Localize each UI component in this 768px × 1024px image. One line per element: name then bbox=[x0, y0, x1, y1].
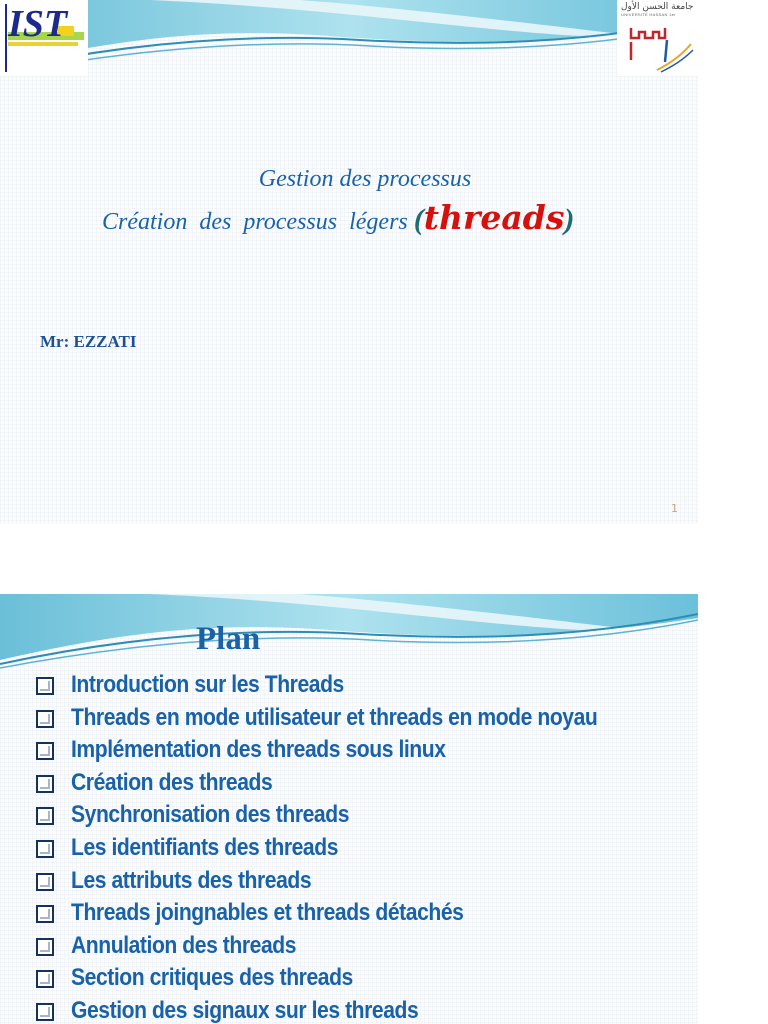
subtitle-text: Création des processus légers bbox=[102, 209, 408, 235]
ist-logo-text: IST bbox=[8, 3, 68, 45]
checkbox-bullet-icon bbox=[36, 710, 54, 728]
list-item-text: Implémentation des threads sous linux bbox=[71, 736, 446, 764]
list-item-text: Introduction sur les Threads bbox=[71, 671, 344, 698]
university-logo: جامعة الحسن الأول UNIVERSITÉ HASSAN 1er bbox=[617, 0, 698, 76]
checkbox-bullet-icon bbox=[36, 1003, 54, 1021]
checkbox-bullet-icon bbox=[36, 970, 54, 988]
checkbox-bullet-icon bbox=[36, 677, 54, 695]
slide-number: 1 bbox=[671, 502, 678, 515]
slide-subtitle bbox=[102, 198, 574, 237]
checkbox-bullet-icon bbox=[36, 742, 54, 760]
plan-slide bbox=[0, 594, 698, 1024]
paren-open: ( bbox=[413, 203, 424, 236]
list-item-text: Les identifiants des threads bbox=[71, 833, 339, 861]
checkbox-bullet-icon bbox=[36, 775, 54, 793]
threads-keyword: threads bbox=[423, 198, 565, 237]
checkbox-bullet-icon bbox=[36, 905, 54, 923]
list-item-text: Synchronisation des threads bbox=[71, 801, 350, 829]
title-slide bbox=[0, 0, 698, 524]
checkbox-bullet-icon bbox=[36, 840, 54, 858]
list-item-text: Gestion des signaux sur les threads bbox=[71, 996, 419, 1024]
ist-logo bbox=[0, 0, 88, 76]
list-item-text: Threads joingnables et threads détachés bbox=[71, 899, 464, 927]
slide-title: Gestion des processus bbox=[258, 166, 472, 192]
list-item-text: Les attributs des threads bbox=[71, 866, 312, 894]
list-item-text: Annulation des threads bbox=[71, 931, 297, 959]
paren-close: ) bbox=[564, 203, 575, 236]
checkbox-bullet-icon bbox=[36, 873, 54, 891]
list-item-text: Création des threads bbox=[71, 768, 273, 796]
checkbox-bullet-icon bbox=[36, 807, 54, 825]
author-name: Mr: EZZATI bbox=[40, 332, 137, 351]
plan-title: Plan bbox=[196, 621, 261, 657]
list-item-text: Section critiques des threads bbox=[71, 964, 353, 992]
header-wave bbox=[0, 0, 698, 90]
list-item-text: Threads en mode utilisateur et threads en mode noyau bbox=[71, 703, 598, 731]
checkbox-bullet-icon bbox=[36, 938, 54, 956]
